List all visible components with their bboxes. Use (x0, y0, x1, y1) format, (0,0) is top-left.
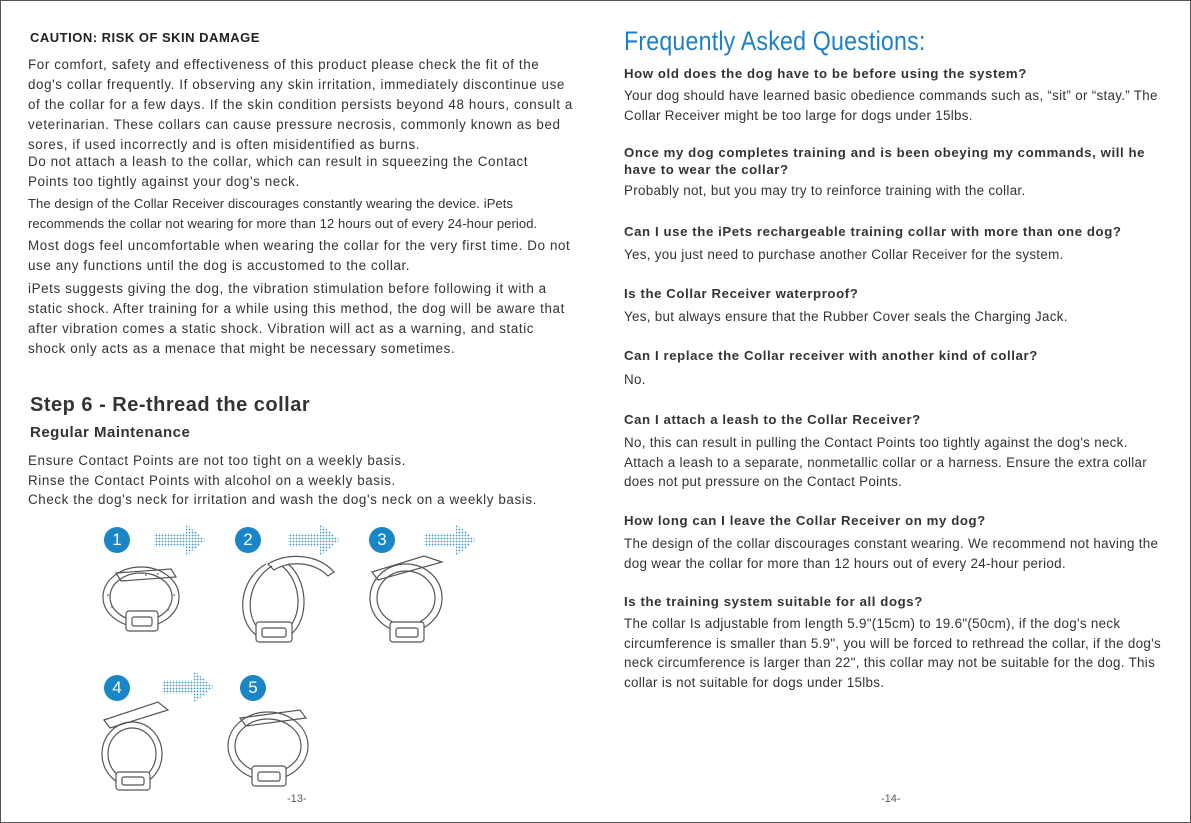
caution-paragraph-3: The design of the Collar Receiver discourages constantly wearing the device. iPets recommends the collar not wearing for more than 12 hours out of every 24-hour period. (28, 196, 538, 231)
step-badge-5: 5 (240, 675, 266, 701)
caution-paragraph-2: Do not attach a leash to the collar, which can result in squeezing the Contact Points too tightly against your dog's neck. (28, 154, 529, 189)
faq-question-2: Once my dog completes training and is been obeying my commands, will he have to wear the collar? (624, 145, 1146, 177)
faq-answer-2: Probably not, but you may try to reinforce training with the collar. (624, 183, 1026, 198)
left-page (0, 0, 595, 823)
step-badge-3: 3 (369, 527, 395, 553)
right-page (596, 0, 1191, 823)
step-title: Step 6 - Re-thread the collar (30, 394, 311, 416)
faq-answer-8: The collar Is adjustable from length 5.9"(15cm) to 19.6"(50cm), if the dog's neck circumference is smaller than 5.9", you will be forced to rethread the collar, if the dog's neck circumference is larger than 22", this collar may not be suitable for the dog. This collar is not suitable for dogs under 15lbs. (624, 616, 1162, 690)
faq-answer-3: Yes, you just need to purchase another Collar Receiver for the system. (624, 247, 1064, 262)
page-number-left: -13- (287, 793, 307, 805)
collar-step-3-illustration (358, 550, 458, 650)
maintenance-item: Ensure Contact Points are not too tight on a weekly basis. (28, 453, 406, 468)
faq-question-6: Can I attach a leash to the Collar Receiver? (624, 412, 921, 427)
faq-question-4: Is the Collar Receiver waterproof? (624, 286, 859, 301)
collar-step-5-illustration (222, 700, 317, 792)
page-number-right: -14- (881, 793, 901, 805)
faq-answer-6: No, this can result in pulling the Contact Points too tightly against the dog's neck. Attach a leash to a separate, nonmetallic collar or a harness. Ensure the extra collar does not put pressure on the Contact Points. (624, 435, 1148, 489)
faq-title: Frequently Asked Questions: (624, 26, 926, 56)
step-badge-2: 2 (235, 527, 261, 553)
faq-answer-4: Yes, but always ensure that the Rubber Cover seals the Charging Jack. (624, 309, 1068, 324)
faq-question-5: Can I replace the Collar receiver with another kind of collar? (624, 348, 1038, 363)
maintenance-title: Regular Maintenance (30, 424, 191, 441)
step-badge-4: 4 (104, 675, 130, 701)
collar-step-2-illustration (228, 550, 338, 650)
caution-title: CAUTION: RISK OF SKIN DAMAGE (30, 30, 260, 45)
step-badge-1: 1 (104, 527, 130, 553)
dotted-arrow-icon (152, 522, 208, 558)
faq-question-8: Is the training system suitable for all dogs? (624, 594, 923, 609)
caution-paragraph-5: iPets suggests giving the dog, the vibration stimulation before following it with a static shock. After training for a while using this method, the dog will be aware that after vibration comes a static shock. Vibration will act as a warning, and static shock only acts as a menace that might be necessary sometimes. (28, 281, 565, 356)
collar-step-1-illustration (96, 555, 191, 645)
faq-answer-7: The design of the collar discourages constant wearing. We recommend not having the dog wear the collar for more than 12 hours out of every 24-hour period. (624, 536, 1159, 571)
caution-paragraph-1: For comfort, safety and effectiveness of this product please check the fit of the dog's collar frequently. If observing any skin irritation, immediately discontinue use of the collar for a few days. If the skin condition persists beyond 48 hours, consult a veterinarian. These collars can cause pressure necrosis, commonly known as bed sores, if used incorrectly and is often misidentified as burns. (28, 57, 573, 152)
faq-question-7: How long can I leave the Collar Receiver on my dog? (624, 513, 986, 528)
maintenance-item: Check the dog's neck for irritation and wash the dog's neck on a weekly basis. (28, 492, 537, 507)
faq-question-1: How old does the dog have to be before using the system? (624, 66, 1027, 81)
faq-question-3: Can I use the iPets rechargeable training collar with more than one dog? (624, 224, 1122, 239)
collar-step-4-illustration (96, 700, 176, 795)
faq-answer-5: No. (624, 372, 646, 387)
maintenance-list (28, 451, 588, 510)
faq-answer-1: Your dog should have learned basic obedience commands such as, “sit” or “stay.” The Collar Receiver might be too large for dogs under 15lbs. (624, 88, 1158, 123)
caution-paragraph-4: Most dogs feel uncomfortable when wearing the collar for the very first time. Do not use any functions until the dog is accustomed to the collar. (28, 238, 571, 273)
maintenance-item: Rinse the Contact Points with alcohol on a weekly basis. (28, 472, 396, 488)
